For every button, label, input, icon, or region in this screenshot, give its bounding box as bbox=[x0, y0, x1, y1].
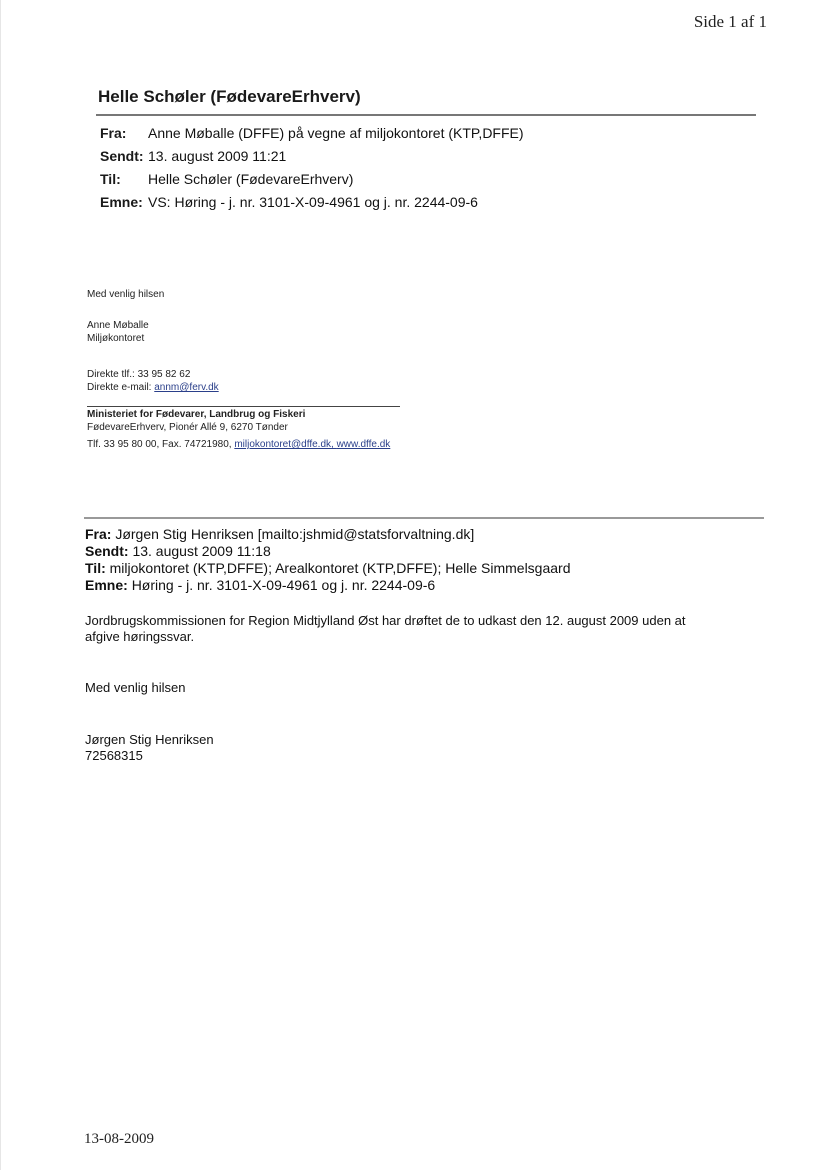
forward-to-label: Til: bbox=[85, 560, 106, 576]
scan-margin-line bbox=[0, 0, 1, 1170]
forward-signer-name: Jørgen Stig Henriksen bbox=[85, 732, 214, 747]
forward-subject-label: Emne: bbox=[85, 577, 128, 593]
forward-to-row bbox=[85, 560, 571, 576]
header-sent-value: 13. august 2009 11:21 bbox=[148, 148, 287, 164]
signature-contact-prefix: Tlf. 33 95 80 00, Fax. 74721980, bbox=[87, 439, 235, 450]
signature-greeting: Med venlig hilsen bbox=[87, 289, 165, 300]
signature-phone: Direkte tlf.: 33 95 82 62 bbox=[87, 369, 191, 380]
signature-divider bbox=[87, 406, 400, 407]
forward-subject-value: Høring - j. nr. 3101-X-09-4961 og j. nr. 2244-09-6 bbox=[131, 577, 436, 593]
header-divider bbox=[96, 114, 756, 116]
header-subject-value: VS: Høring - j. nr. 3101-X-09-4961 og j. nr. 2244-09-6 bbox=[148, 194, 478, 210]
forward-body-line-1: Jordbrugskommissionen for Region Midtjylland Øst har drøftet de to udkast den 12. august 2009 uden at bbox=[85, 613, 686, 628]
signature-contact-email-link[interactable]: miljokontoret@dffe.dk bbox=[234, 439, 332, 450]
forward-sent-value: 13. august 2009 11:18 bbox=[132, 543, 271, 559]
signature-email-link[interactable]: annm@ferv.dk bbox=[154, 382, 219, 393]
signature-office: Miljøkontoret bbox=[87, 333, 145, 344]
forward-signer-phone: 72568315 bbox=[85, 748, 143, 763]
header-subject-label: Emne: bbox=[100, 194, 143, 210]
forward-from-value: Jørgen Stig Henriksen [mailto:jshmid@statsforvaltning.dk] bbox=[115, 526, 475, 542]
signature-contact-sep: , bbox=[331, 439, 337, 450]
header-from-label: Fra: bbox=[100, 125, 127, 141]
forward-subject-row bbox=[85, 577, 435, 593]
forward-sent-label: Sendt: bbox=[85, 543, 129, 559]
signature-name: Anne Møballe bbox=[87, 320, 149, 331]
header-to-label: Til: bbox=[100, 171, 121, 187]
forward-closing: Med venlig hilsen bbox=[85, 680, 186, 695]
forward-from-row bbox=[85, 526, 474, 542]
header-from-value: Anne Møballe (DFFE) på vegne af miljokontoret (KTP,DFFE) bbox=[148, 125, 524, 141]
header-sent-label: Sendt: bbox=[100, 148, 144, 164]
footer-date: 13-08-2009 bbox=[84, 1131, 154, 1147]
header-to-row bbox=[100, 171, 353, 187]
signature-address: FødevareErhverv, Pionér Allé 9, 6270 Tønder bbox=[87, 422, 288, 433]
forward-from-label: Fra: bbox=[85, 526, 112, 542]
signature-contact-row bbox=[87, 439, 390, 451]
signature-ministry: Ministeriet for Fødevarer, Landbrug og Fiskeri bbox=[87, 409, 306, 420]
signature-email-label: Direkte e-mail: bbox=[87, 382, 155, 393]
page-number: Side 1 af 1 bbox=[693, 12, 767, 31]
header-from-row bbox=[100, 125, 524, 141]
forward-divider bbox=[84, 517, 764, 519]
header-subject-row bbox=[100, 194, 478, 210]
forward-body-line-2: afgive høringssvar. bbox=[85, 629, 195, 644]
header-to-value: Helle Schøler (FødevareErhverv) bbox=[148, 171, 354, 187]
forward-to-value: miljokontoret (KTP,DFFE); Arealkontoret (KTP,DFFE); Helle Simmelsgaard bbox=[109, 560, 571, 576]
forward-sent-row bbox=[85, 543, 271, 559]
signature-web-link[interactable]: www.dffe.dk bbox=[336, 439, 391, 450]
sender-name: Helle Schøler (FødevareErhverv) bbox=[98, 87, 361, 106]
header-sent-row bbox=[100, 148, 286, 164]
signature-email-row bbox=[87, 382, 219, 394]
